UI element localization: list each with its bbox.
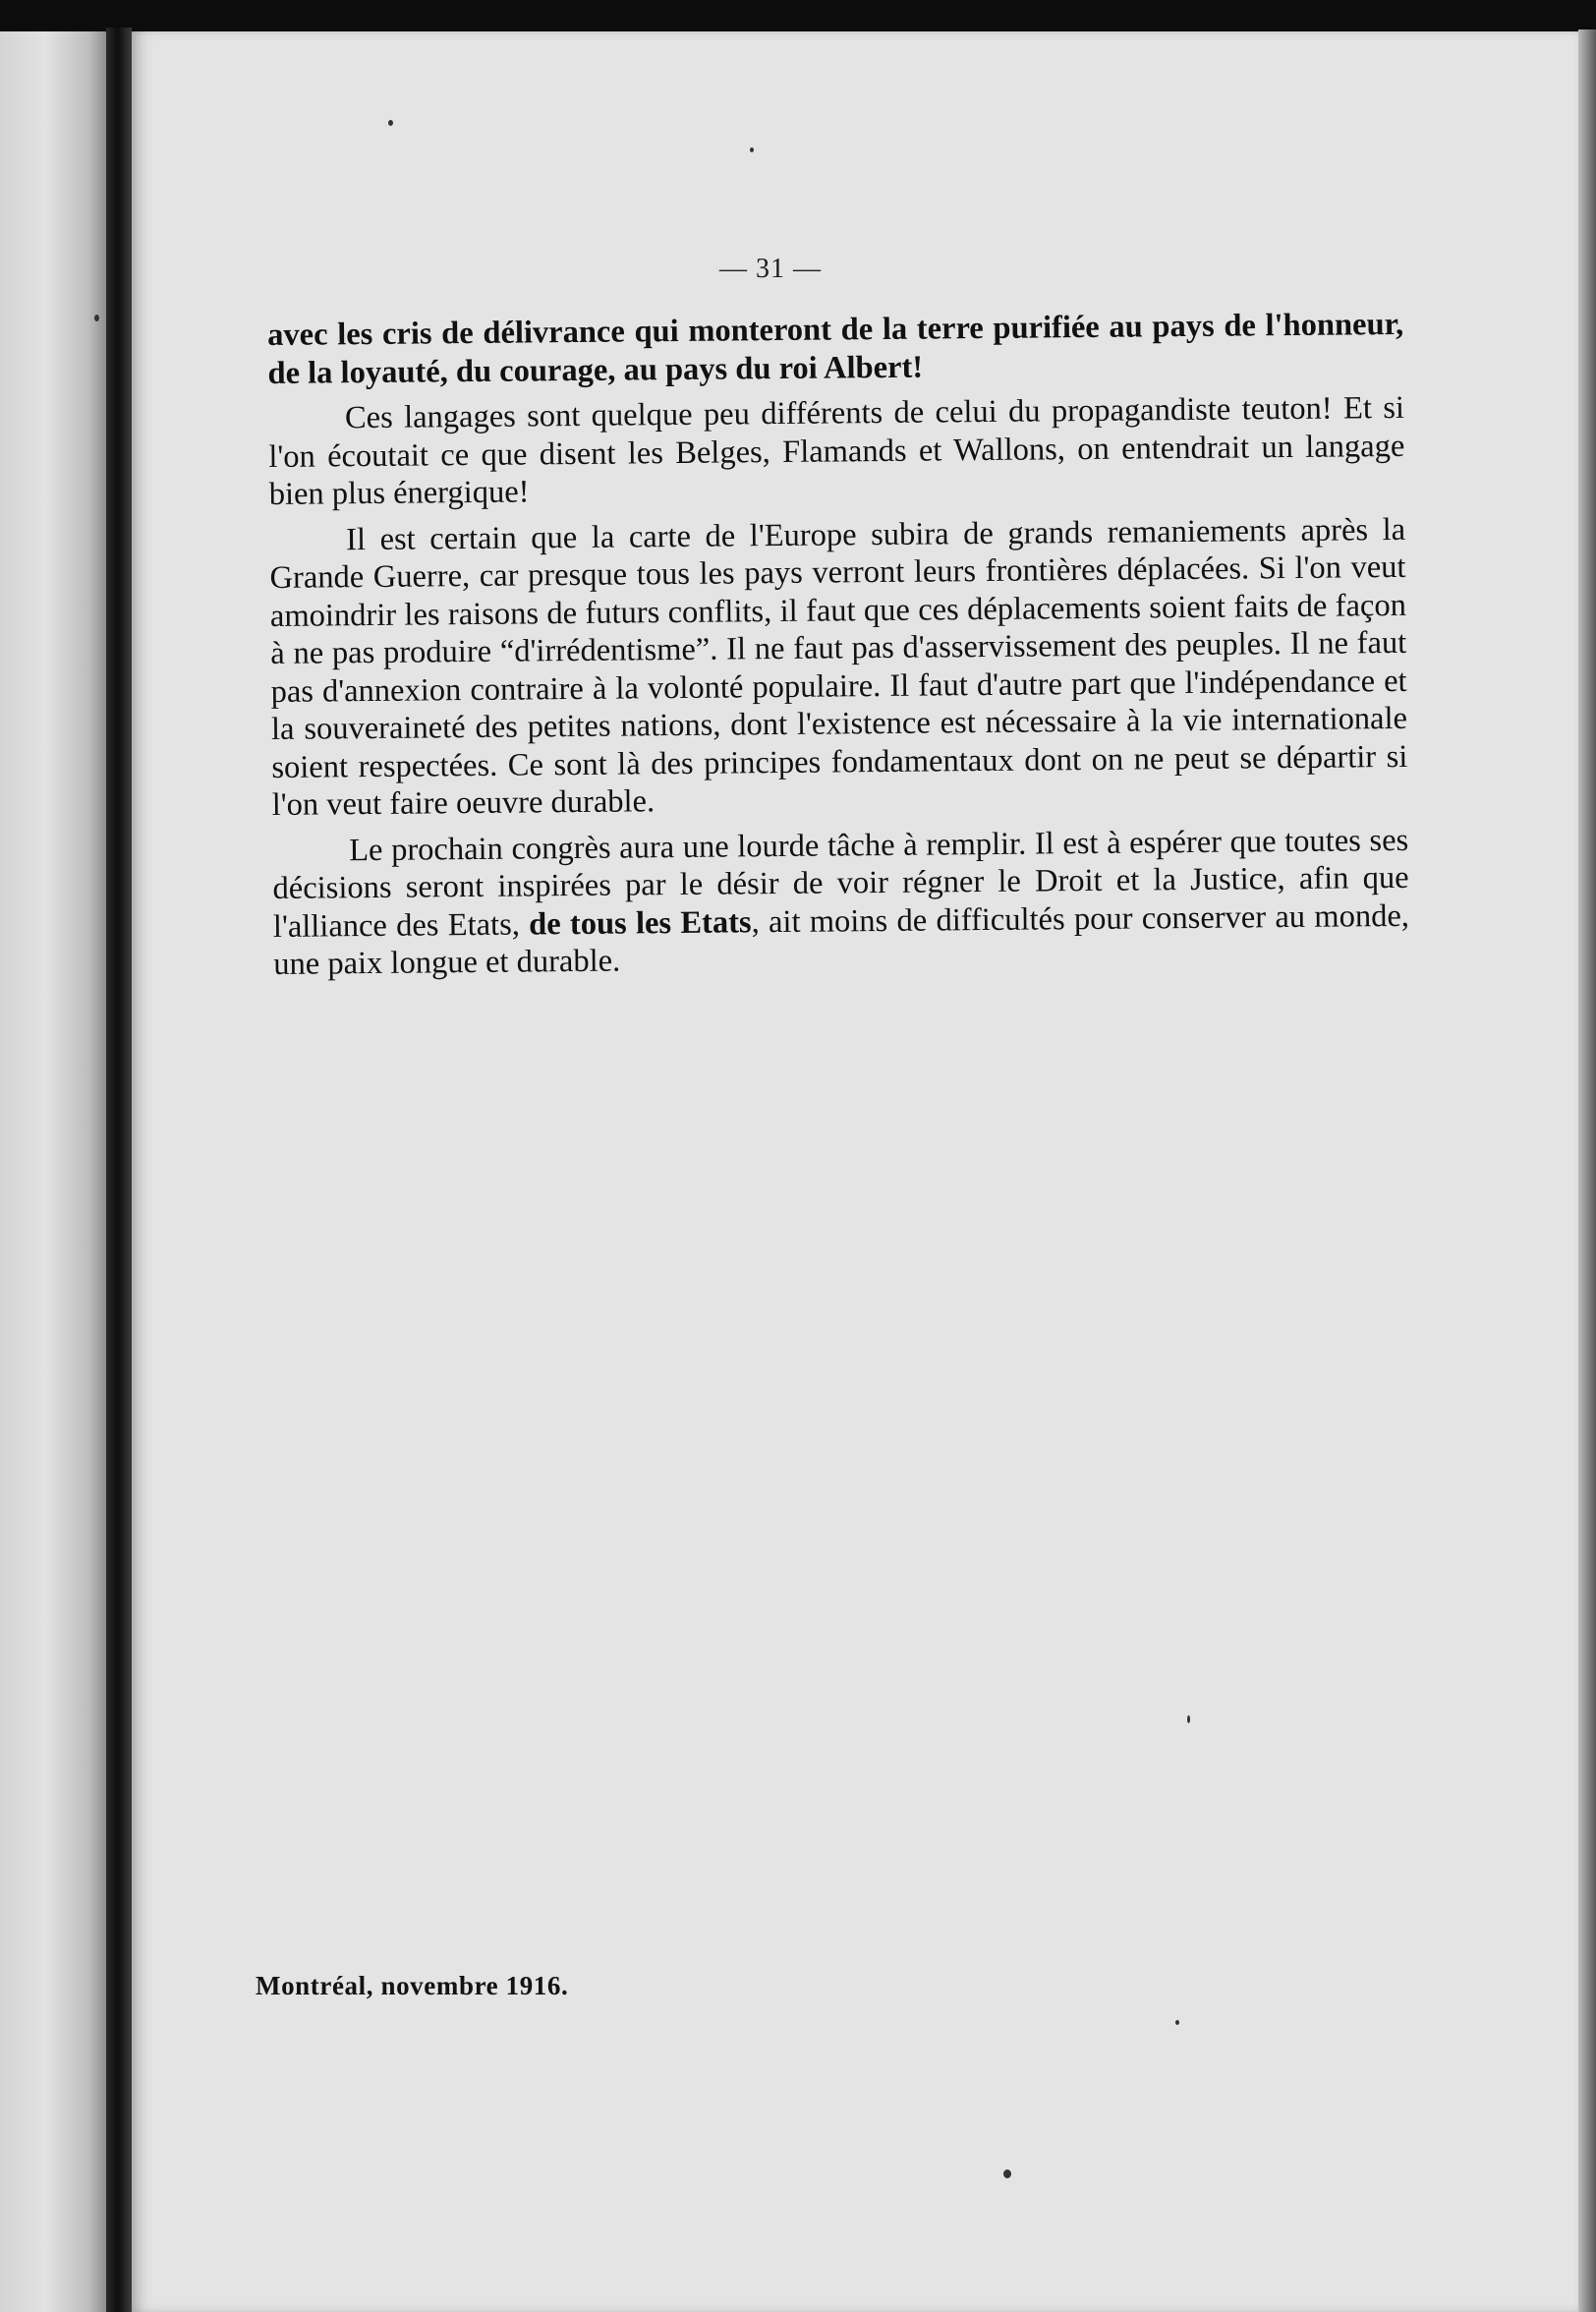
text-run: Le prochain congrès aura une lourde tâche à remplir. Il est à espérer que toutes ses décisions seront inspirées par le désir de voir régner le Droit et la Justice, afin que l'alliance des Etats, [272, 822, 1409, 945]
bold-run: avec les cris de délivrance qui monteront de la terre purifiée au pays de l'honneur, de la loyauté, du courage, au pays du roi Albert! [267, 306, 1404, 391]
paper-speck [1175, 2020, 1179, 2025]
text-run: Il est certain que la carte de l'Europe subira de grands remaniements après la Grande Guerre, car presque tous les pays verront leurs frontières déplacées. Si l'on veut amoindrir les raisons de futurs conflits, il faut que ces déplacements soient faits de façon à ne pas produire “d'irrédentisme”. Il ne faut pas d'asservissement des peuples. Il ne faut pas d'annexion contraire à la volonté populaire. Il faut d'autre part que l'indépendance et la souveraineté des petites nations, dont l'existence est nécessaire à la vie internationale soient respectées. Ce sont là des principes fondamentaux dont on ne peut se départir si l'on veut faire oeuvre durable. [269, 511, 1408, 823]
page-number: — 31 — [719, 254, 822, 284]
paper-speck [1003, 2169, 1011, 2178]
paragraph [269, 510, 1408, 824]
paragraph [267, 306, 1404, 392]
bold-run: de tous les Etats [528, 903, 752, 942]
paper-speck [388, 120, 393, 126]
paper-speck [1187, 1715, 1190, 1723]
paper-speck [94, 315, 99, 321]
right-page-edge [1578, 29, 1596, 2312]
book-gutter [106, 28, 132, 2312]
paragraph [272, 821, 1409, 983]
paper-speck [750, 147, 754, 152]
body-text [267, 306, 1409, 984]
text-run: Ces langages sont quelque peu différents de celui du propagandiste teuton! Et si l'on écoutait ce que disent les Belges, Flamands et Wallons, on entendrait un langage bien plus énergique! [268, 389, 1405, 512]
text-run: , ait moins de difficultés pour conserver au monde, une paix longue et durable. [273, 897, 1410, 982]
place-date-signature: Montréal, novembre 1916. [256, 1971, 569, 2000]
left-page-edge [0, 31, 114, 2312]
paragraph [268, 389, 1405, 514]
